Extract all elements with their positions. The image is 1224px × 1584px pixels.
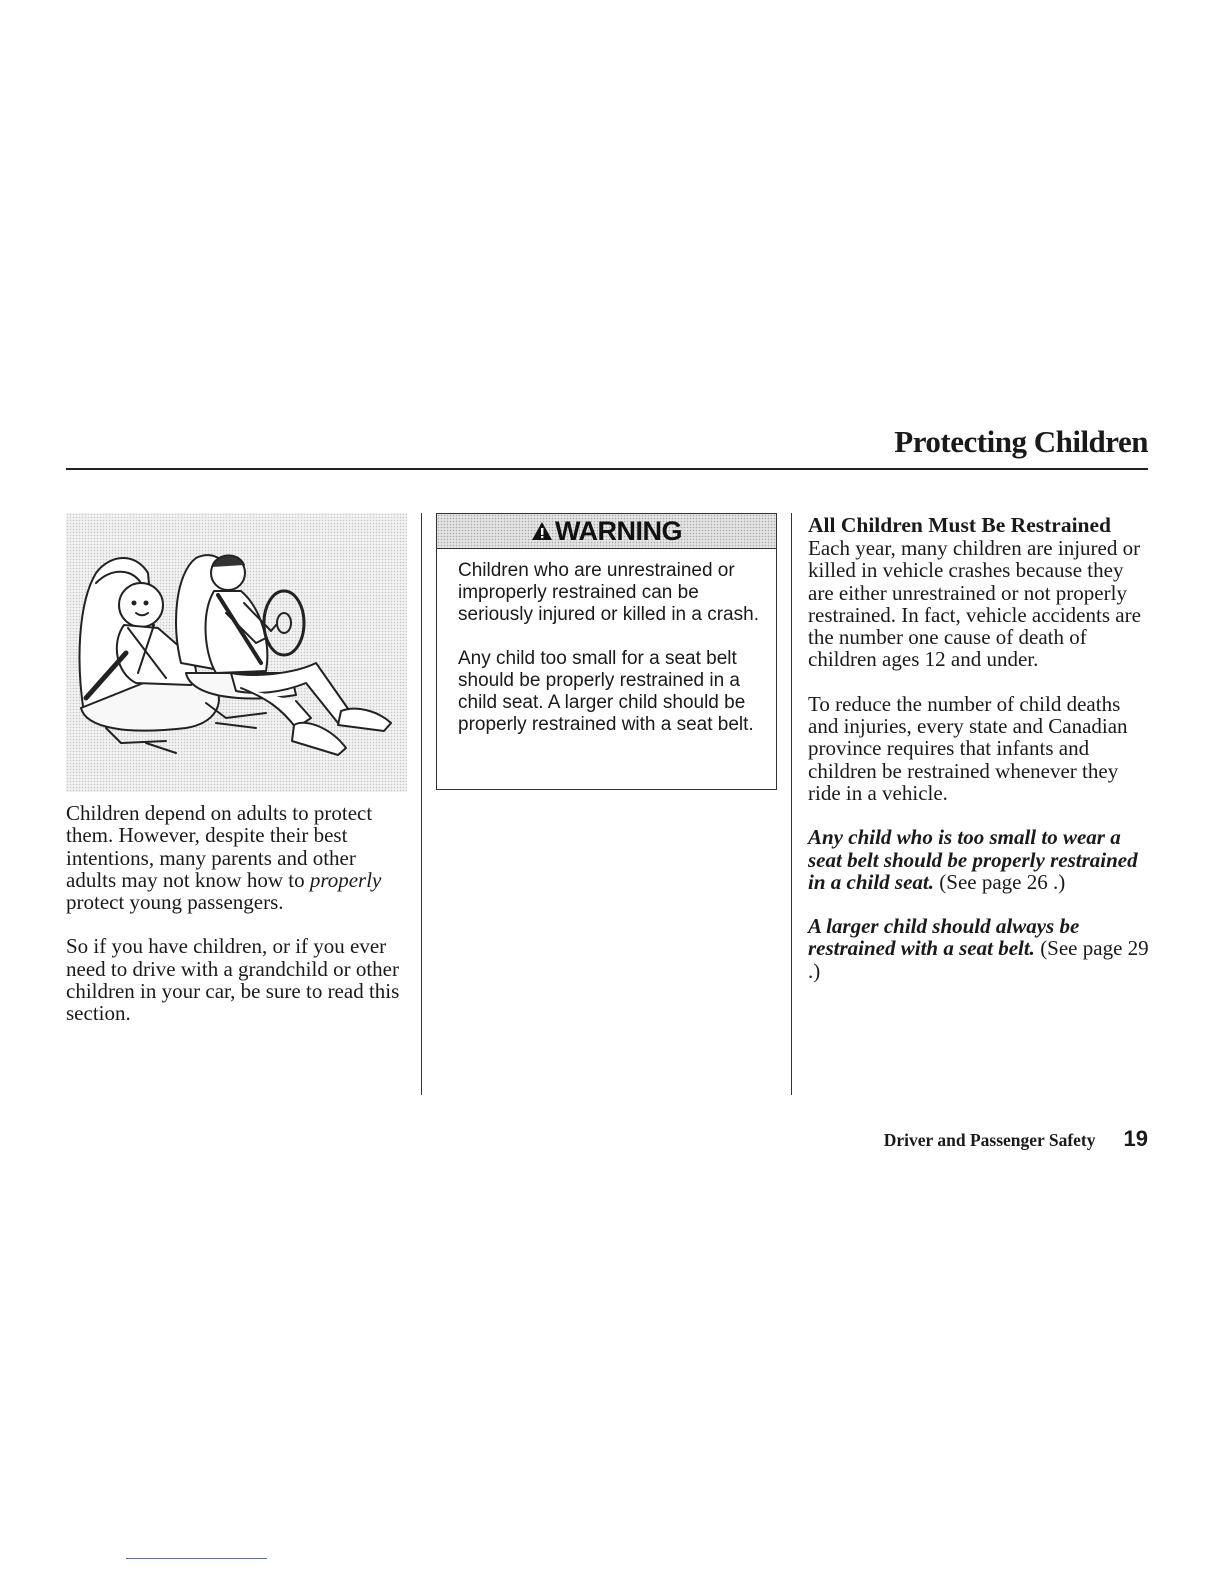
adult-shoe [338, 709, 391, 731]
restraint-column [808, 513, 1153, 1004]
warning-header [437, 514, 776, 549]
warning-box [436, 513, 777, 790]
page-reference-29[interactable]: (See page 29 .) [808, 936, 1149, 983]
decorative-line [126, 1558, 267, 1559]
body-paragraph: Each year, many children are injured or killed in vehicle crashes because they are either unrestrained or not properly restrained. In fact, vehicle accidents are the number one cause of death of children ages 12 and under. [808, 536, 1141, 672]
intro-column [66, 802, 411, 1047]
warning-paragraph: Children who are unrestrained or improperly restrained can be seriously injured or killed in a crash. [458, 560, 759, 625]
warning-body [437, 549, 776, 736]
child-seat-illustration [66, 513, 407, 792]
seat-belt-note: A larger child should always be restrained with a seat belt. (See page 29 .) [808, 914, 1149, 983]
adult-shoe [292, 723, 346, 755]
section-heading: All Children Must Be Restrained [808, 513, 1111, 537]
steering-wheel [264, 591, 304, 655]
child-head [119, 583, 163, 627]
column-divider-left [421, 513, 422, 1095]
page-number: 19 [1123, 1126, 1148, 1151]
warning-paragraph-2: Any child too small for a seat belt should be properly restrained in a child seat. A larger child should be properly restrained with a seat belt. [458, 648, 754, 735]
emphasis-properly: properly [309, 867, 382, 892]
page-footer [884, 1126, 1148, 1152]
page-reference-26[interactable]: (See page 26 .) [934, 869, 1066, 894]
header-rule [66, 468, 1148, 470]
intro-paragraph: Children depend on adults to protect them. However, despite their best intentions, many parents and other adults may not know how to properly protect young passengers. [66, 801, 382, 915]
page-title: Protecting Children [894, 424, 1148, 459]
warning-triangle-icon [531, 521, 553, 541]
footer-section-title: Driver and Passenger Safety [883, 1130, 1096, 1150]
intro-paragraph-2: So if you have children, or if you ever need to drive with a grandchild or other children in your car, be sure to read this section. [66, 934, 400, 1026]
warning-label: WARNING [555, 515, 682, 546]
child-seat-note: Any child who is too small to wear a seat belt should be properly restrained in a child seat. (See page 26 .) [808, 825, 1138, 894]
column-divider-right [791, 513, 792, 1095]
body-paragraph-2: To reduce the number of child deaths and injuries, every state and Canadian province requires that infants and children be restrained whenever they ride in a vehicle. [808, 691, 1128, 805]
